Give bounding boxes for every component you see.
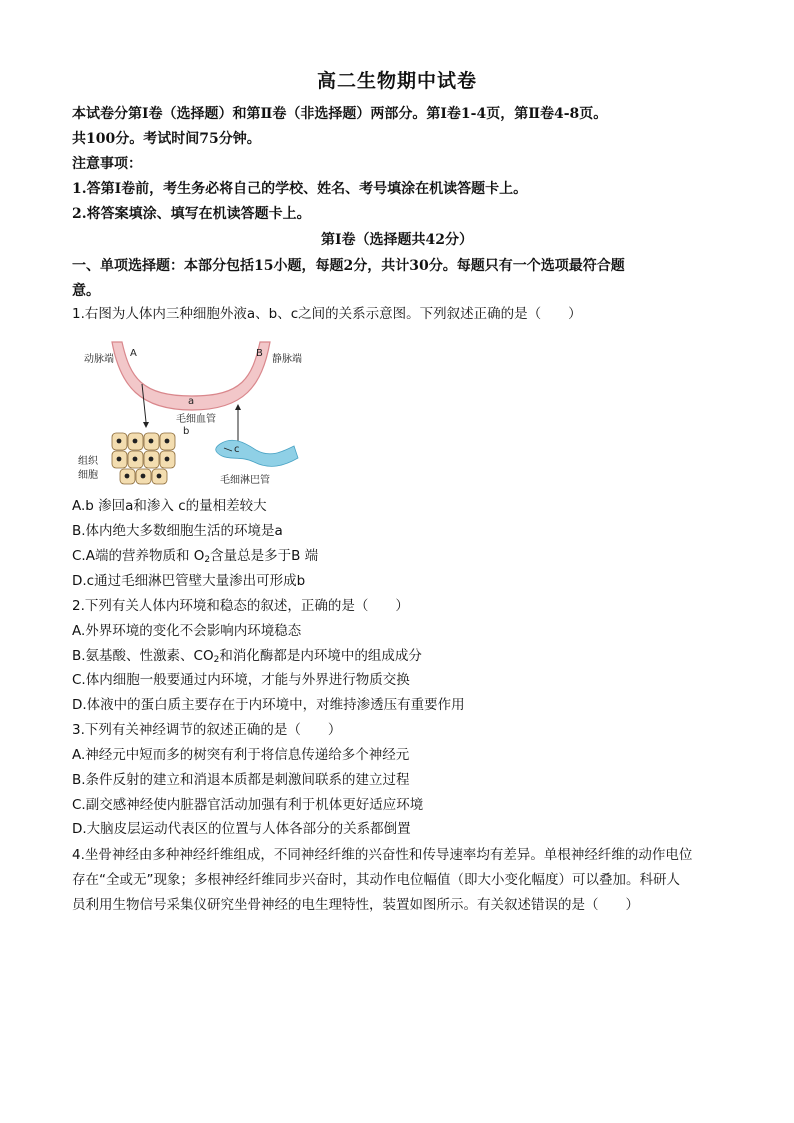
reabsorption-arrowhead [235, 404, 241, 410]
q2-option-c: C.体内细胞一般要通过内环境，才能与外界进行物质交换 [72, 672, 410, 688]
tissue-cells-label-1: 组织 [78, 456, 98, 467]
question-1-stem: 1.右图为人体内三种细胞外液a、b、c之间的关系示意图。下列叙述正确的是（ ） [72, 306, 582, 322]
point-b-label: B [256, 348, 263, 359]
q3-option-a: A.神经元中短而多的树突有利于将信息传递给多个神经元 [72, 747, 410, 763]
fluid-b-label: b [183, 426, 190, 437]
intro-line-2: 共100分。考试时间75分钟。 [72, 131, 261, 147]
page-title: 高二生物期中试卷 [316, 70, 477, 92]
question-4-stem-line-2: 存在“全或无”现象；多根神经纤维同步兴奋时，其动作电位幅值（即大小变化幅度）可以叠加。科研人 [72, 872, 680, 888]
q2-option-d: D.体液中的蛋白质主要存在于内环境中，对维持渗透压有重要作用 [72, 697, 465, 713]
question-3-stem: 3.下列有关神经调节的叙述正确的是（ ） [72, 722, 342, 738]
section-instruction-line-1: 一、单项选择题：本部分包括15小题，每题2分，共计30分。每题只有一个选项最符合题 [72, 258, 625, 274]
notes-item-2: 2.将答案填涂、填写在机读答题卡上。 [72, 206, 311, 222]
fluid-c-label: c [234, 444, 240, 455]
capillary-label: 毛细血管 [176, 414, 216, 425]
question-2-stem: 2.下列有关人体内环境和稳态的叙述，正确的是（ ） [72, 598, 409, 614]
q2-option-b: B.氨基酸、性激素、$CO_2$和消化酶都是内环境中的组成成分 [72, 648, 422, 665]
filtration-arrowhead [143, 422, 149, 428]
tissue-cells-label-2: 细胞 [78, 470, 98, 481]
tissue-cells [112, 433, 175, 484]
q2-option-a: A.外界环境的变化不会影响内环境稳态 [72, 623, 302, 639]
q3-option-b: B.条件反射的建立和消退本质都是刺激间联系的建立过程 [72, 772, 410, 788]
question-4-stem-line-1: 4.坐骨神经由多种神经纤维组成，不同神经纤维的兴奋性和传导速率均有差异。单根神经纤维的动作电位 [72, 847, 693, 863]
body-fluid-diagram [72, 338, 322, 488]
fluid-a-label: a [188, 396, 195, 407]
point-a-label: A [130, 348, 137, 359]
notes-item-1: 1.答第Ⅰ卷前，考生务必将自己的学校、姓名、考号填涂在机读答题卡上。 [72, 181, 528, 197]
question-4-stem-line-3: 员利用生物信号采集仪研究坐骨神经的电生理特性，装置如图所示。有关叙述错误的是（ ） [72, 897, 639, 913]
q1-option-d: D.c通过毛细淋巴管壁大量渗出可形成b [72, 573, 306, 589]
q1-option-c: C.A端的营养物质和 $O_2$含量总是多于B 端 [72, 548, 319, 565]
q3-option-c: C.副交感神经使内脏器官活动加强有利于机体更好适应环境 [72, 797, 424, 813]
lymph-capillary-label: 毛细淋巴管 [220, 475, 270, 486]
q1-option-a: A.b 渗回a和渗入 c的量相差较大 [72, 498, 267, 514]
section-title: 第Ⅰ卷（选择题共42分） [320, 232, 474, 248]
q3-option-d: D.大脑皮层运动代表区的位置与人体各部分的关系都倒置 [72, 821, 411, 837]
section-instruction-line-2: 意。 [72, 283, 100, 299]
lymph-capillary [216, 440, 298, 466]
intro-line-1: 本试卷分第Ⅰ卷（选择题）和第Ⅱ卷（非选择题）两部分。第Ⅰ卷1-4页，第Ⅱ卷4-8页。 [72, 106, 608, 122]
notes-heading: 注意事项： [72, 156, 142, 172]
vein-end-label: 静脉端 [272, 354, 302, 365]
artery-end-label: 动脉端 [84, 354, 114, 365]
q1-option-b: B.体内绝大多数细胞生活的环境是a [72, 523, 283, 539]
